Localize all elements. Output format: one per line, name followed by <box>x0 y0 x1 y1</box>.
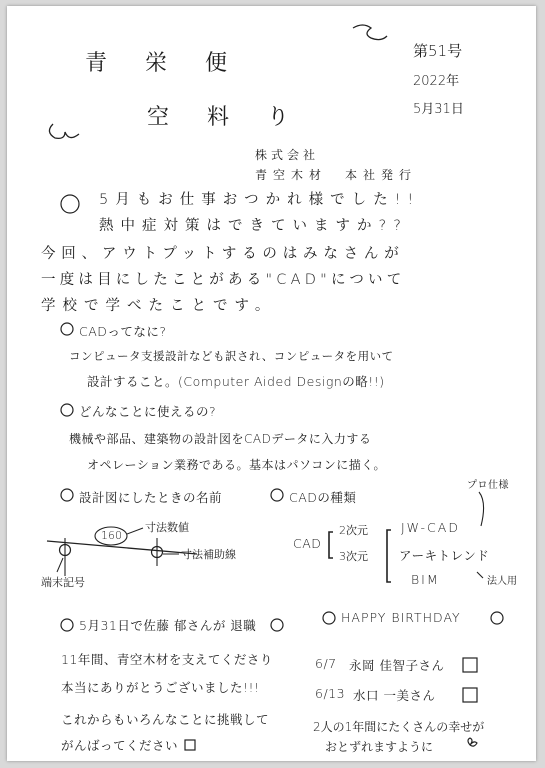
smile-icon-3 <box>61 404 73 416</box>
qa2-question: どんなことに使えるの? <box>79 404 217 419</box>
birthday-entry1-date: 6/7 <box>315 656 337 671</box>
heart-icon <box>468 738 477 746</box>
software-archi: アーキトレンド <box>399 548 490 563</box>
drawing-heading: 設計図にしたときの名前 <box>79 490 223 505</box>
birthday-entry1-name: 永岡 佳智子さん <box>349 658 445 673</box>
publisher-company: 株式会社 <box>255 148 320 162</box>
issue-date: 5月31日 <box>413 102 464 117</box>
issue-number: 第51号 <box>413 42 463 60</box>
corp-pointer <box>477 572 483 578</box>
birthday-wish-line-2: おとずれますように <box>325 740 434 754</box>
gift-icon-2 <box>463 688 477 702</box>
type-2d: 2次元 <box>339 524 368 537</box>
qa2-answer-line-2: オペレーション業務である。基本はパソコンに描く。 <box>87 458 387 472</box>
smile-icon-1 <box>61 195 79 213</box>
flower-icon-1 <box>61 619 73 631</box>
qa1-answer-line-2: 設計すること。(Computer Aided Designの略!!) <box>87 374 385 389</box>
qa1-answer-line-1: コンピュータ支援設計なども訳され、コンピュータを用いて <box>69 349 394 363</box>
title-char: 空 <box>147 105 172 130</box>
intro-line-3: 学校で学べたことです。 <box>41 298 277 314</box>
smile-icon-6 <box>323 612 335 624</box>
title-char: 栄 <box>145 51 170 76</box>
flag-icon <box>185 740 195 750</box>
qa2-answer-line-1: 機械や部品、建築物の設計図をCADデータに入力する <box>69 432 372 446</box>
software-bracket <box>387 530 391 582</box>
cad-label: CAD <box>293 536 322 551</box>
dim-value: 160 <box>101 529 122 542</box>
smile-icon-4 <box>61 489 73 501</box>
title-line-2 <box>147 100 327 131</box>
newsletter-sheet <box>7 6 536 761</box>
pointer-dim-value <box>127 528 143 534</box>
retirement-heading: 5月31日で佐藤 郁さんが 退職 <box>79 618 257 633</box>
publisher-name: 青空木材 本社発行 <box>255 168 418 182</box>
retirement-line-4: がんばってください <box>61 738 179 753</box>
intro-line-1: 今回、アウトプットするのはみなさんが <box>41 246 405 262</box>
smile-icon-7 <box>491 612 503 624</box>
label-aux-line: 寸法補助線 <box>181 548 236 561</box>
doodle-squiggle <box>353 25 387 40</box>
birthday-wish-line-1: 2人の1年間にたくさんの幸せが <box>313 720 485 734</box>
cad-bracket <box>329 532 333 558</box>
label-dim-value: 寸法数値 <box>145 521 189 534</box>
smile-icon-2 <box>61 323 73 335</box>
greeting-line-1: 5月もお仕事おつかれ様でした!! <box>99 192 421 208</box>
smile-icon-5 <box>271 489 283 501</box>
title-char: 便 <box>205 51 230 76</box>
issue-year: 2022年 <box>413 74 460 89</box>
retirement-line-1: 11年間、青空木材を支えてくださり <box>61 652 273 667</box>
retirement-line-2: 本当にありがとうございました!!! <box>61 680 260 695</box>
flower-icon-2 <box>271 619 283 631</box>
greeting-line-2: 熱中症対策はできていますか?? <box>99 218 408 234</box>
label-end-mark: 端末記号 <box>41 576 85 589</box>
software-jw: JW-CAD <box>401 520 460 535</box>
birthday-heading: HAPPY BIRTHDAY <box>341 610 461 625</box>
note-pro: プロ仕様 <box>467 480 509 491</box>
pro-pointer <box>479 492 484 526</box>
title-char: り <box>267 105 292 130</box>
note-corp: 法人用 <box>487 576 517 587</box>
intro-line-2: 一度は目にしたことがある"CAD"について <box>41 272 406 288</box>
doodle-left <box>49 124 79 138</box>
pointer-end <box>57 558 63 572</box>
title-line-1 <box>85 46 265 77</box>
software-bim: BIM <box>411 572 440 587</box>
qa1-question: CADってなに? <box>79 324 167 339</box>
title-char: 料 <box>207 105 232 130</box>
birthday-entry2-name: 水口 一美さん <box>353 688 436 703</box>
cad-types-heading: CADの種類 <box>289 490 357 505</box>
retirement-line-3: これからもいろんなことに挑戦して <box>61 712 270 727</box>
title-char: 青 <box>85 51 110 76</box>
birthday-entry2-date: 6/13 <box>315 686 346 701</box>
type-3d: 3次元 <box>339 550 368 563</box>
gift-icon-1 <box>463 658 477 672</box>
